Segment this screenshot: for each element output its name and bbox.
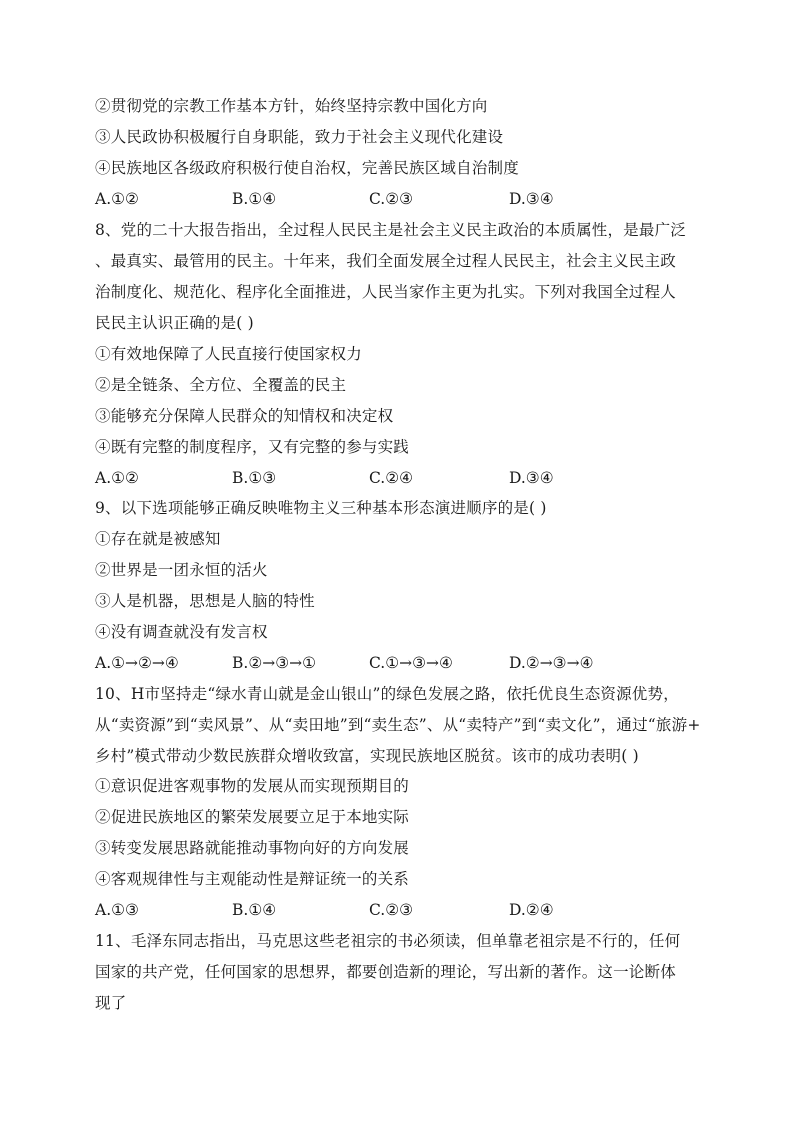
q9-item-3: ③人是机器，思想是人脑的特性: [95, 592, 315, 610]
q10-option-a: A.①③: [95, 901, 139, 919]
q10-item-2: ②促进民族地区的繁荣发展要立足于本地实际: [95, 808, 410, 826]
q9-item-2: ②世界是一团永恒的活火: [95, 561, 268, 579]
q9-stem: 9、以下选项能够正确反映唯物主义三种基本形态演进顺序的是( ): [95, 499, 547, 517]
q10-item-1: ①意识促进客观事物的发展从而实现预期目的: [95, 777, 410, 795]
q8-option-d: D.③④: [509, 469, 554, 487]
q8-option-a: A.①②: [95, 469, 139, 487]
q7-option-d: D.③④: [509, 190, 554, 208]
q9-item-1: ①存在就是被感知: [95, 530, 221, 548]
q9-item-4: ④没有调查就没有发言权: [95, 623, 268, 641]
q7-option-b: B.①④: [232, 190, 277, 208]
q8-stem-line-1: 8、党的二十大报告指出，全过程人民民主是社会主义民主政治的本质属性，是最广泛: [95, 221, 686, 239]
q9-option-b: B.②→③→①: [232, 654, 316, 672]
q7-item-2: ②贯彻党的宗教工作基本方针，始终坚持宗教中国化方向: [95, 97, 488, 115]
q8-item-2: ②是全链条、全方位、全覆盖的民主: [95, 376, 347, 394]
q10-stem-line-3: 乡村”模式带动少数民族群众增收致富，实现民族地区脱贫。该市的成功表明( ): [95, 747, 639, 765]
q9-option-d: D.②→③→④: [509, 654, 594, 672]
q8-stem-line-3: 治制度化、规范化、程序化全面推进，人民当家作主更为扎实。下列对我国全过程人: [95, 283, 676, 301]
q10-item-3: ③转变发展思路就能推动事物向好的方向发展: [95, 839, 410, 857]
q7-item-3: ③人民政协积极履行自身职能，致力于社会主义现代化建设: [95, 128, 504, 146]
q11-stem-line-2: 国家的共产党，任何国家的思想界，都要创造新的理论，写出新的著作。这一论断体: [95, 963, 676, 981]
q8-stem-line-4: 民民主认识正确的是( ): [95, 314, 254, 332]
q10-stem-line-2: 从“卖资源”到“卖风景”、从“卖田地”到“卖生态”、从“卖特产”到“卖文化”，通过“旅游+: [95, 716, 701, 734]
q10-option-b: B.①④: [232, 901, 277, 919]
q9-option-a: A.①→②→④: [95, 654, 179, 672]
q10-options: [95, 900, 705, 920]
q8-option-b: B.①③: [232, 469, 277, 487]
q8-item-4: ④既有完整的制度程序，又有完整的参与实践: [95, 438, 410, 456]
q8-stem-line-2: 、最真实、最管用的民主。十年来，我们全面发展全过程人民民主，社会主义民主政: [95, 252, 676, 270]
q10-stem-line-1: 10、H市坚持走“绿水青山就是金山银山”的绿色发展之路，依托优良生态资源优势，: [95, 685, 679, 703]
q8-options: [95, 468, 705, 488]
q8-option-c: C.②④: [369, 469, 414, 487]
q8-item-1: ①有效地保障了人民直接行使国家权力: [95, 345, 362, 363]
q10-item-4: ④客观规律性与主观能动性是辩证统一的关系: [95, 870, 410, 888]
q10-option-d: D.②④: [509, 901, 554, 919]
q7-option-a: A.①②: [95, 190, 139, 208]
q9-options: [95, 653, 705, 673]
q7-option-c: C.②③: [369, 190, 414, 208]
q7-options: [95, 189, 705, 209]
q11-stem-line-3: 现了: [95, 994, 127, 1012]
q11-stem-line-1: 11、毛泽东同志指出，马克思这些老祖宗的书必须读，但单靠老祖宗是不行的，任何: [95, 932, 681, 950]
q8-item-3: ③能够充分保障人民群众的知情权和决定权: [95, 407, 394, 425]
q9-option-c: C.①→③→④: [369, 654, 453, 672]
q10-option-c: C.②③: [369, 901, 414, 919]
q7-item-4: ④民族地区各级政府积极行使自治权，完善民族区域自治制度: [95, 159, 519, 177]
